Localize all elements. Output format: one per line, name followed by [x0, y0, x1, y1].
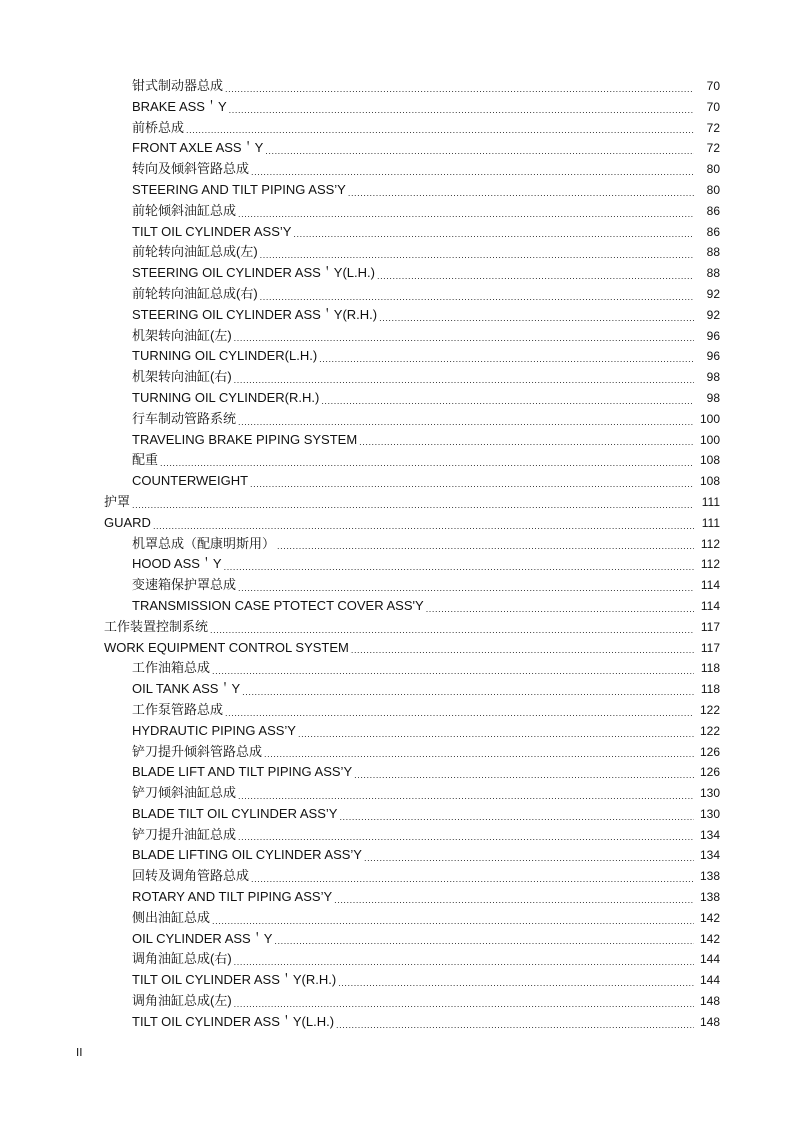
toc-subsection-entry[interactable] — [0, 430, 796, 451]
toc-subsection-entry[interactable] — [0, 450, 796, 471]
toc-entry-title: 回转及调角管路总成 — [132, 868, 250, 884]
dot-leader — [210, 622, 694, 638]
toc-subsection-entry[interactable] — [0, 97, 796, 118]
toc-entry-page: 70 — [706, 79, 720, 93]
dot-leader — [160, 455, 694, 471]
toc-subsection-entry[interactable] — [0, 658, 796, 679]
toc-entry-page: 98 — [706, 370, 720, 385]
toc-entry-page: 130 — [699, 786, 720, 801]
dot-leader — [250, 476, 694, 492]
dot-leader — [319, 351, 694, 367]
dot-leader — [336, 1017, 694, 1033]
toc-section-entry[interactable] — [0, 492, 796, 513]
toc-subsection-entry[interactable] — [0, 887, 796, 908]
dot-leader — [234, 954, 694, 970]
toc-subsection-entry[interactable] — [0, 326, 796, 347]
dot-leader — [212, 913, 694, 929]
toc-entry-title: TILT OIL CYLINDER ASS＇Y(L.H.) — [132, 1013, 335, 1029]
toc-subsection-entry[interactable] — [0, 118, 796, 139]
toc-entry-page: 111 — [701, 494, 720, 509]
toc-entry-title: 侧出油缸总成 — [132, 909, 211, 925]
dot-leader — [264, 746, 694, 762]
dot-leader — [229, 102, 694, 118]
toc-entry-title: 调角油缸总成(左) — [132, 993, 232, 1009]
dot-leader — [238, 580, 694, 596]
toc-entry-title: FRONT AXLE ASS＇Y — [132, 140, 264, 156]
toc-entry-title: BLADE LIFT AND TILT PIPING ASS’Y — [132, 764, 353, 780]
toc-subsection-entry[interactable] — [0, 845, 796, 866]
dot-leader — [238, 414, 694, 430]
dot-leader — [234, 330, 694, 346]
toc-entry-title: ROTARY AND TILT PIPING ASS’Y — [132, 889, 333, 905]
toc-section-entry[interactable] — [0, 617, 796, 638]
toc-entry-page: 111 — [701, 515, 720, 530]
toc-entry-title: STEERING OIL CYLINDER ASS＇Y(L.H.) — [132, 265, 375, 281]
toc-entry-title: 铲刀倾斜油缸总成 — [132, 785, 237, 801]
toc-entry-page: 100 — [699, 411, 720, 426]
toc-entry-title: 前轮转向油缸总成(右) — [132, 285, 258, 301]
toc-subsection-entry[interactable] — [0, 783, 796, 804]
dot-leader — [377, 268, 694, 284]
toc-entry-title: TILT OIL CYLINDER ASS＇Y(R.H.) — [132, 972, 337, 988]
dot-leader — [132, 497, 694, 513]
toc-entry-title: STEERING OIL CYLINDER ASS＇Y(R.H.) — [132, 306, 378, 322]
toc-subsection-entry[interactable] — [0, 346, 796, 367]
toc-entry-title: TURNING OIL CYLINDER(R.H.) — [132, 389, 320, 405]
dot-leader — [277, 538, 694, 554]
toc-subsection-entry[interactable] — [0, 804, 796, 825]
toc-entry-page: 138 — [699, 890, 720, 905]
toc-entry-title: 工作油箱总成 — [132, 660, 211, 676]
toc-entry-title: 铲刀提升倾斜管路总成 — [132, 743, 263, 759]
toc-subsection-entry[interactable] — [0, 700, 796, 721]
dot-leader — [321, 393, 694, 409]
toc-subsection-entry[interactable] — [0, 159, 796, 180]
toc-entry-title: 铲刀提升油缸总成 — [132, 826, 237, 842]
toc-subsection-entry[interactable] — [0, 263, 796, 284]
dot-leader — [212, 663, 694, 679]
toc-entry-page: 80 — [706, 162, 720, 177]
toc-entry-page: 88 — [706, 266, 720, 281]
toc-entry-title: BLADE LIFTING OIL CYLINDER ASS’Y — [132, 847, 362, 863]
toc-subsection-entry[interactable] — [0, 409, 796, 430]
toc-entry-page: 70 — [706, 99, 720, 114]
toc-entry-title: TURNING OIL CYLINDER(L.H.) — [132, 348, 318, 364]
toc-entry-page: 100 — [699, 432, 720, 447]
toc-entry-title: 变速箱保护罩总成 — [132, 577, 237, 593]
toc-entry-title: 机架转向油缸(右) — [132, 369, 232, 385]
toc-entry-page: 122 — [699, 702, 720, 717]
toc-subsection-entry[interactable] — [0, 762, 796, 783]
dot-leader — [426, 601, 694, 617]
toc-entry-page: 148 — [699, 994, 720, 1009]
dot-leader — [359, 434, 694, 450]
toc-subsection-entry[interactable] — [0, 367, 796, 388]
toc-entry-title: 前轮转向油缸总成(左) — [132, 244, 258, 260]
toc-entry-title: 前轮倾斜油缸总成 — [132, 202, 237, 218]
toc-entry-page: 130 — [699, 806, 720, 821]
toc-subsection-entry[interactable] — [0, 471, 796, 492]
toc-entry-page: 92 — [706, 307, 720, 322]
toc-entry-title: TRANSMISSION CASE PTOTECT COVER ASS'Y — [132, 597, 424, 613]
dot-leader — [224, 559, 694, 575]
toc-entry-page: 86 — [706, 203, 720, 218]
toc-entry-title: OIL TANK ASS＇Y — [132, 681, 241, 697]
dot-leader — [260, 289, 694, 305]
toc-entry-page: 117 — [700, 619, 720, 634]
toc-entry-page: 114 — [700, 578, 720, 593]
toc-subsection-entry[interactable] — [0, 970, 796, 991]
toc-entry-title: 机罩总成（配康明斯用） — [132, 535, 276, 551]
toc-subsection-entry[interactable] — [0, 866, 796, 887]
dot-leader — [251, 871, 694, 887]
toc-entry-page: 134 — [699, 827, 720, 842]
toc-entry-page: 108 — [699, 474, 720, 489]
toc-entry-page: 122 — [699, 723, 720, 738]
dot-leader — [334, 892, 694, 908]
footer-page-number: II — [76, 1046, 83, 1059]
toc-subsection-entry[interactable] — [0, 554, 796, 575]
dot-leader — [351, 642, 694, 658]
dot-leader — [298, 726, 694, 742]
toc-entry-page: 126 — [699, 744, 720, 759]
toc-subsection-entry[interactable] — [0, 679, 796, 700]
toc-entry-title: 前桥总成 — [132, 119, 185, 135]
dot-leader — [234, 372, 694, 388]
toc-entry-title: HOOD ASS＇Y — [132, 556, 222, 572]
toc-entry-page: 114 — [700, 598, 720, 613]
dot-leader — [238, 788, 694, 804]
toc-entry-title: 护罩 — [104, 493, 131, 509]
toc-subsection-entry[interactable] — [0, 929, 796, 950]
toc-subsection-entry[interactable] — [0, 825, 796, 846]
toc-entry-page: 88 — [706, 245, 720, 260]
toc-entry-title: WORK EQUIPMENT CONTROL SYSTEM — [104, 639, 349, 655]
toc-entry-title: 调角油缸总成(右) — [132, 951, 232, 967]
toc-entry-page: 72 — [706, 141, 720, 156]
dot-leader — [348, 185, 694, 201]
toc-entry-page: 112 — [700, 536, 720, 551]
toc-subsection-entry[interactable] — [0, 76, 796, 97]
toc-entry-page: 98 — [706, 390, 720, 405]
toc-entry-page: 142 — [699, 931, 720, 946]
toc-subsection-entry[interactable] — [0, 138, 796, 159]
dot-leader — [265, 143, 694, 159]
toc-section-entry[interactable] — [0, 513, 796, 534]
toc-entry-title: OIL CYLINDER ASS＇Y — [132, 930, 273, 946]
toc-subsection-entry[interactable] — [0, 596, 796, 617]
toc-entry-title: BRAKE ASS＇Y — [132, 98, 227, 114]
dot-leader — [186, 122, 694, 138]
dot-leader — [274, 933, 694, 949]
toc-subsection-entry[interactable] — [0, 1012, 796, 1033]
dot-leader — [260, 247, 694, 263]
toc-entry-title: 转向及倾斜管路总成 — [132, 161, 250, 177]
dot-leader — [225, 81, 694, 97]
toc-subsection-entry[interactable] — [0, 908, 796, 929]
dot-leader — [293, 226, 694, 242]
toc-entry-page: 144 — [699, 973, 720, 988]
toc-subsection-entry[interactable] — [0, 534, 796, 555]
toc-entry-page: 112 — [700, 557, 720, 572]
toc-entry-title: 钳式制动器总成 — [132, 78, 224, 93]
toc-entry-title: BLADE TILT OIL CYLINDER ASS’Y — [132, 805, 338, 821]
table-of-contents — [0, 76, 796, 1033]
toc-entry-title: 行车制动管路系统 — [132, 410, 237, 426]
dot-leader — [238, 206, 694, 222]
toc-subsection-entry[interactable] — [0, 721, 796, 742]
dot-leader — [238, 829, 694, 845]
dot-leader — [242, 684, 694, 700]
toc-subsection-entry[interactable] — [0, 388, 796, 409]
toc-entry-page: 134 — [699, 848, 720, 863]
dot-leader — [153, 518, 694, 534]
toc-subsection-entry[interactable] — [0, 949, 796, 970]
toc-subsection-entry[interactable] — [0, 742, 796, 763]
toc-entry-title: HYDRAUTIC PIPING ASS’Y — [132, 722, 296, 738]
dot-leader — [251, 164, 694, 180]
dot-leader — [339, 809, 694, 825]
toc-entry-page: 117 — [700, 640, 720, 655]
toc-subsection-entry[interactable] — [0, 991, 796, 1012]
toc-entry-title: 工作装置控制系统 — [104, 618, 209, 634]
toc-entry-title: GUARD — [104, 514, 151, 530]
toc-entry-page: 148 — [699, 1014, 720, 1029]
toc-entry-title: TILT OIL CYLINDER ASS’Y — [132, 223, 292, 239]
toc-entry-page: 86 — [706, 224, 720, 239]
toc-entry-title: 机架转向油缸(左) — [132, 327, 232, 343]
toc-entry-page: 96 — [706, 328, 720, 343]
toc-subsection-entry[interactable] — [0, 222, 796, 243]
dot-leader — [225, 705, 694, 721]
toc-subsection-entry[interactable] — [0, 305, 796, 326]
toc-entry-title: 工作泵管路总成 — [132, 701, 224, 717]
toc-entry-page: 72 — [706, 120, 720, 135]
toc-entry-title: TRAVELING BRAKE PIPING SYSTEM — [132, 431, 358, 447]
toc-entry-page: 80 — [706, 182, 720, 197]
toc-entry-title: 配重 — [132, 452, 159, 468]
dot-leader — [364, 850, 694, 866]
dot-leader — [338, 975, 694, 991]
toc-entry-page: 142 — [699, 910, 720, 925]
dot-leader — [234, 996, 694, 1012]
dot-leader — [354, 767, 694, 783]
toc-subsection-entry[interactable] — [0, 242, 796, 263]
toc-entry-page: 96 — [706, 349, 720, 364]
toc-entry-page: 126 — [699, 765, 720, 780]
toc-subsection-entry[interactable] — [0, 284, 796, 305]
toc-entry-page: 118 — [700, 682, 720, 697]
toc-entry-title: STEERING AND TILT PIPING ASS’Y — [132, 181, 346, 197]
toc-subsection-entry[interactable] — [0, 180, 796, 201]
toc-entry-page: 144 — [699, 952, 720, 967]
toc-entry-page: 108 — [699, 453, 720, 468]
toc-entry-title: COUNTERWEIGHT — [132, 473, 249, 489]
toc-subsection-entry[interactable] — [0, 575, 796, 596]
dot-leader — [379, 310, 694, 326]
toc-section-entry[interactable] — [0, 638, 796, 659]
toc-entry-page: 118 — [700, 661, 720, 676]
toc-entry-page: 138 — [699, 869, 720, 884]
toc-subsection-entry[interactable] — [0, 201, 796, 222]
toc-entry-page: 92 — [706, 286, 720, 301]
